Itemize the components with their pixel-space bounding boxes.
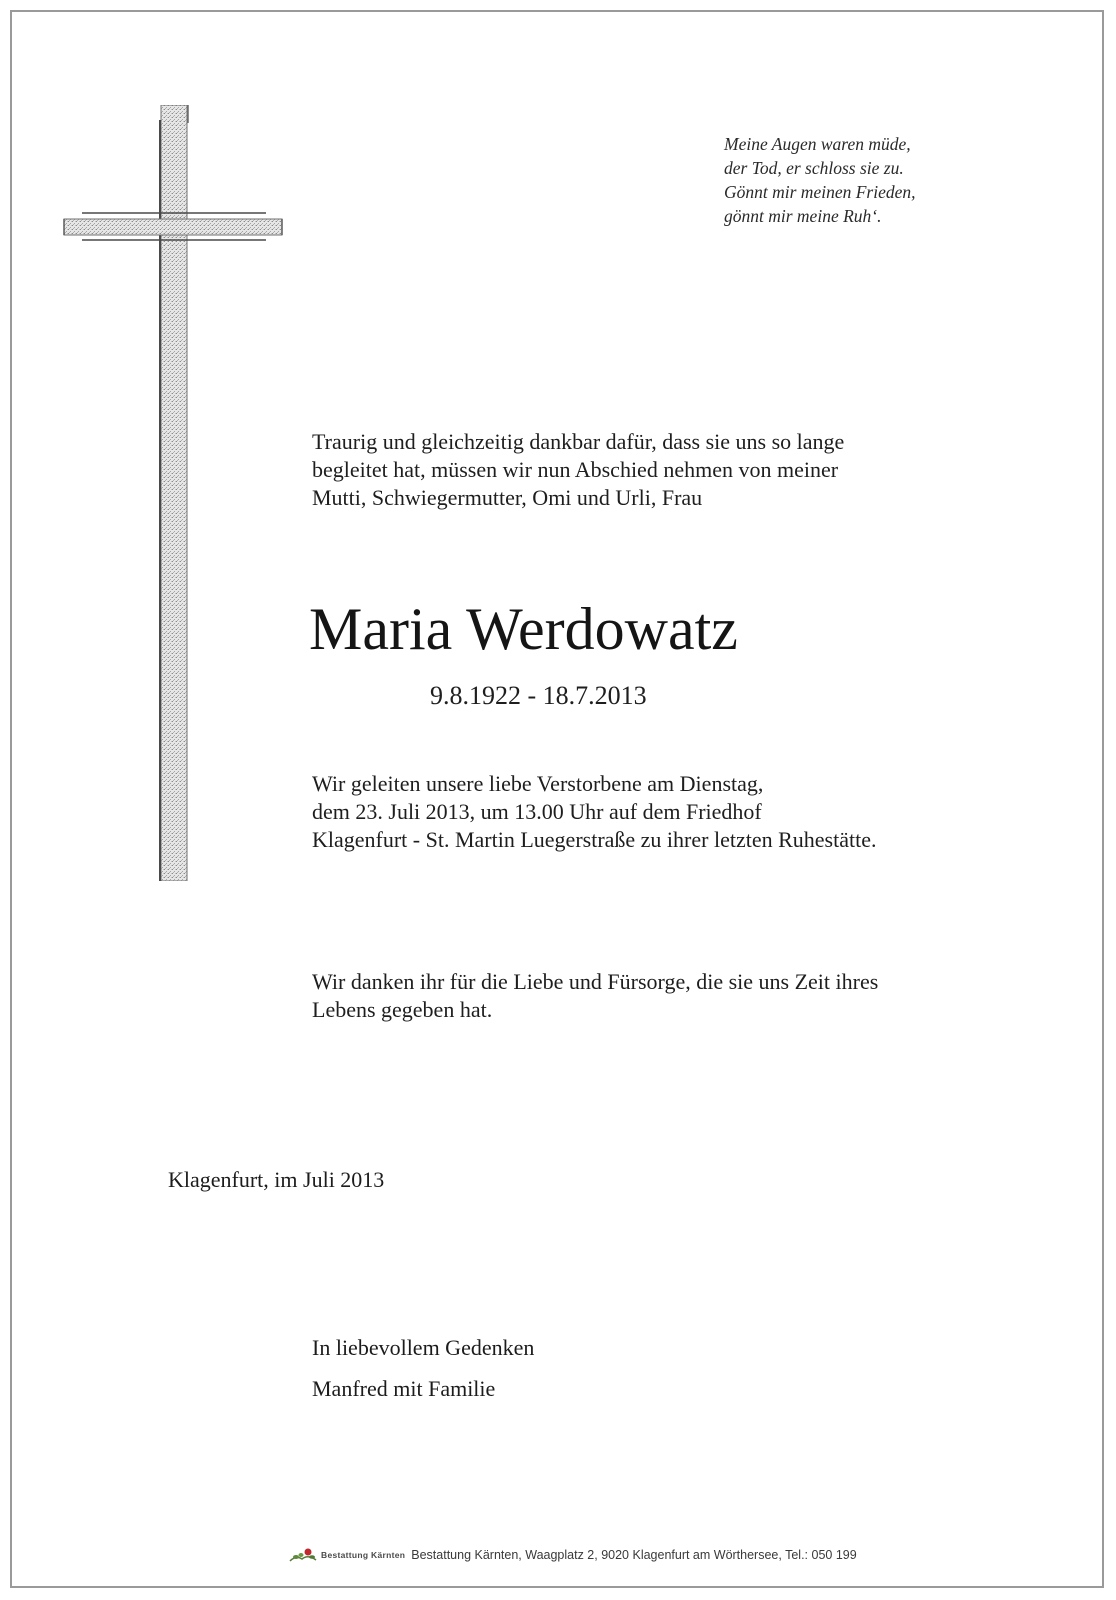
signers: Manfred mit Familie [312, 1376, 496, 1401]
flower-icon [288, 1546, 318, 1564]
logo-text: Bestattung Kärnten [321, 1550, 406, 1560]
poem-line: der Tod, er schloss sie zu. [724, 158, 904, 178]
poem-line: gönnt mir meine Ruh‘. [724, 206, 882, 226]
footer-contact: Bestattung Kärnten, Waagplatz 2, 9020 Klagenfurt am Wörthersee, Tel.: 050 199 [411, 1548, 857, 1562]
footer [288, 1541, 857, 1569]
funeral-paragraph [312, 770, 876, 854]
thanks-paragraph [312, 968, 878, 1024]
poem-line: Meine Augen waren müde, [724, 134, 911, 154]
life-dates: 9.8.1922 - 18.7.2013 [430, 681, 647, 710]
place-date: Klagenfurt, im Juli 2013 [168, 1167, 385, 1192]
intro-line: Mutti, Schwiegermutter, Omi und Urli, Frau [312, 485, 703, 510]
deceased-name: Maria Werdowatz [309, 596, 738, 662]
funeral-line: Klagenfurt - St. Martin Luegerstraße zu ihrer letzten Ruhestätte. [312, 827, 877, 852]
thanks-line: Lebens gegeben hat. [312, 997, 493, 1022]
closing-line: In liebevollem Gedenken [312, 1335, 535, 1360]
poem [724, 132, 916, 228]
funeral-home-logo [288, 1546, 405, 1564]
intro-line: Traurig und gleichzeitig dankbar dafür, dass sie uns so lange [312, 429, 845, 454]
funeral-line: Wir geleiten unsere liebe Verstorbene am Dienstag, [312, 771, 764, 796]
intro-paragraph [312, 428, 844, 512]
thanks-line: Wir danken ihr für die Liebe und Fürsorge, die sie uns Zeit ihres [312, 969, 879, 994]
funeral-line: dem 23. Juli 2013, um 13.00 Uhr auf dem Friedhof [312, 799, 762, 824]
intro-line: begleitet hat, müssen wir nun Abschied nehmen von meiner [312, 457, 839, 482]
poem-line: Gönnt mir meinen Frieden, [724, 182, 916, 202]
cross-icon [60, 105, 286, 881]
